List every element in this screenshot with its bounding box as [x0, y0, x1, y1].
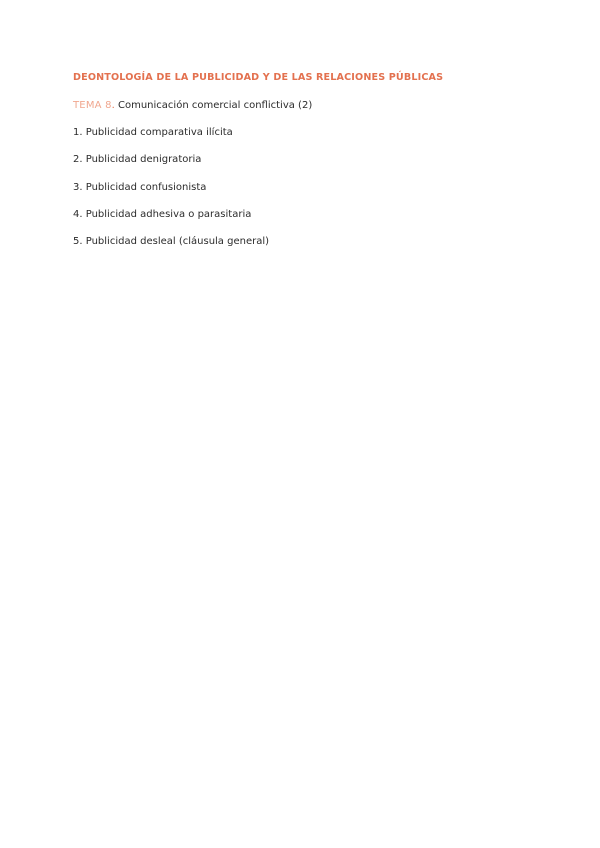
item-number: 4.: [73, 208, 83, 220]
item-number: 1.: [73, 127, 83, 138]
item-text: Publicidad denigratoria: [85, 154, 202, 166]
list-item: [73, 236, 269, 248]
topic-heading: [73, 100, 312, 111]
topic-text: Comunicación comercial conflictiva (2): [114, 100, 313, 111]
list-item: [73, 154, 269, 166]
list-item: [73, 182, 269, 194]
document-title: DEONTOLOGÍA DE LA PUBLICIDAD Y DE LAS RELACIONES PÚBLICAS: [73, 72, 444, 83]
item-text: Publicidad comparativa ilícita: [85, 127, 233, 138]
item-number: 5.: [73, 236, 83, 248]
topic-outline-list: [73, 127, 269, 263]
item-number: 3.: [73, 181, 83, 193]
item-text: Publicidad adhesiva o parasitaria: [85, 208, 252, 220]
list-item: [73, 209, 269, 221]
item-number: 2.: [73, 154, 83, 166]
list-item: [73, 127, 269, 139]
item-text: Publicidad confusionista: [85, 181, 207, 193]
topic-separator: .: [111, 100, 115, 111]
item-text: Publicidad desleal (cláusula general): [85, 236, 270, 248]
topic-label: TEMA 8: [73, 100, 112, 111]
